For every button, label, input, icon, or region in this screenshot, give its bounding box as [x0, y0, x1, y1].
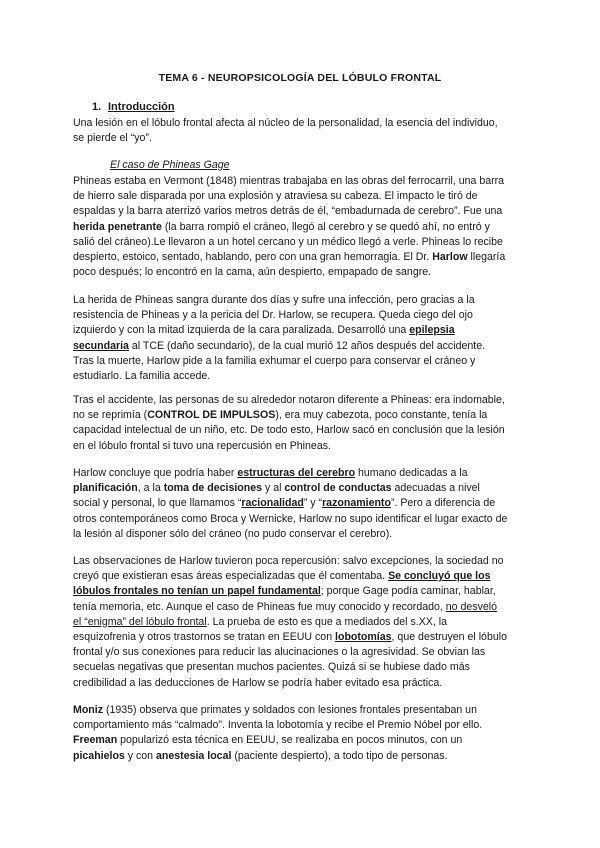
text-run: despierto, estoico, sentado, hablando, pero con una gran hemorragia. El Dr. — [73, 250, 433, 263]
bold-term: planificación — [73, 482, 138, 495]
text-run: . La prueba de esto es que a mediados del s.XX, la — [206, 615, 447, 628]
text-run: tenía memoria, etc. Aunque el caso de Phineas fue muy conocido y recordado, — [73, 600, 446, 613]
text-line — [73, 703, 533, 718]
bold-underlined-term: lobotomías — [335, 630, 392, 643]
section-number: 1. — [92, 101, 102, 113]
text-run: (paciente despierto), a todo tipo de personas. — [231, 749, 448, 762]
bold-term: anestesia local — [156, 749, 232, 762]
text-line: Una lesión en el lóbulo frontal afecta al núcleo de la personalidad, la esencia del individuo, — [73, 117, 498, 129]
paragraph-2 — [73, 293, 533, 384]
bold-term: toma de decisiones — [163, 482, 263, 495]
text-line: Tras el accidente, las personas de su alrededor notaron diferente a Phineas: era indomable, — [73, 394, 505, 406]
underlined-term: el “enigma” del lóbulo frontal — [73, 615, 207, 628]
paragraph-4 — [73, 466, 533, 542]
paragraph-3 — [73, 393, 533, 454]
text-line — [73, 481, 533, 496]
text-line — [73, 466, 533, 481]
text-line: Las observaciones de Harlow tuvieron poca repercusión: salvo excepciones, la sociedad no — [73, 555, 504, 567]
text-run: , que destruyen el lóbulo — [391, 630, 507, 643]
text-line — [73, 630, 533, 645]
text-line: la lesión al disponer sólo del cráneo (no pudo conservar el cerebro). — [73, 527, 393, 540]
text-line: frontal y/o sus conexiones para reducir las alucinaciones o la agresividad. Se obvian las — [73, 646, 486, 659]
text-line: resistencia de Phineas y a la pericia del Dr. Harlow, se recupera. Queda ciego del ojo — [73, 309, 473, 322]
text-run: , a la — [137, 482, 164, 495]
bold-term: CONTROL DE IMPULSOS — [147, 409, 276, 422]
paragraph-5 — [73, 554, 533, 691]
text-line: Phineas estaba en Vermont (1848) mientras trabajaba en las obras del ferrocarril, una barra — [73, 175, 505, 187]
text-line — [73, 600, 533, 615]
text-run: adecuadas a nivel — [391, 482, 480, 495]
text-line: se pierde el “yo”. — [73, 132, 152, 145]
bold-underlined-term: racionalidad — [241, 497, 304, 510]
text-line — [73, 569, 533, 584]
text-run: y al — [262, 482, 285, 495]
paragraph-1 — [73, 174, 533, 280]
text-line: comportamiento más “calmado”. Inventa la lobotomía y recibe el Premio Nóbel por ello. — [73, 719, 483, 732]
text-run: ; porque Gage podía caminar, hablar, — [320, 585, 496, 598]
bold-term: control de conductas — [284, 482, 392, 495]
text-line: capacidad intelectual de un niño, etc. De todo esto, Harlow sacó en conclusión que la lesión — [73, 424, 505, 437]
text-run: humano dedicadas a la — [355, 467, 468, 479]
text-line: La herida de Phineas sangra durante dos días y sufre una infección, pero gracias a la — [73, 294, 475, 306]
bold-term: Freeman — [73, 734, 118, 747]
text-line: Tras la muerte, Harlow pide a la familia exhumar el cuerpo para conservar el cráneo y — [73, 354, 476, 367]
text-line — [73, 615, 533, 630]
text-run: social y personal, lo que llamamos “ — [73, 497, 242, 510]
bold-underlined-term: Se concluyó que los — [388, 570, 491, 583]
text-run: esquizofrenia y otros trastornos se tratan en EEUU con — [73, 630, 336, 643]
text-run: (la barra rompió el cráneo, llegó al cerebro y se quedó ahí, no entró y — [161, 220, 490, 233]
text-run: ”. Pero a diferencia de — [390, 497, 496, 510]
section-title: Introducción — [108, 101, 175, 113]
document-title: TEMA 6 - NEUROPSICOLOGÍA DEL LÓBULO FRONTAL — [158, 72, 442, 84]
text-line — [73, 323, 533, 338]
text-line — [73, 250, 533, 265]
underlined-term: no desveló — [445, 600, 498, 613]
text-line: salió del cráneo).Le llevaron a un hotel cercano y un médico llegó a verle. Phineas lo recibe — [73, 235, 503, 248]
bold-term: picahielos — [73, 749, 125, 762]
paragraph-6 — [73, 703, 533, 764]
bold-underlined-term: estructuras del cerebro — [237, 467, 356, 479]
text-line — [73, 496, 533, 511]
text-run: no se reprimía ( — [73, 409, 148, 422]
text-run: llegaría — [467, 250, 506, 263]
text-line — [73, 408, 533, 423]
intro-paragraph — [73, 116, 533, 146]
bold-term: herida penetrante — [73, 220, 162, 233]
bold-term: Harlow — [432, 250, 468, 263]
section-heading — [92, 101, 175, 113]
text-run: y con — [124, 749, 157, 762]
bold-underlined-term: lóbulos frontales no tenían un papel fundamental — [73, 585, 321, 598]
text-line — [73, 220, 533, 235]
text-line: credibilidad a las deducciones de Harlow se podría haber evitado esa práctica. — [73, 676, 443, 689]
text-line: poco después; lo encontró en la cama, aún despierto, empapado de sangre. — [73, 266, 432, 279]
text-run: Harlow concluye que podría haber — [73, 467, 238, 479]
bold-underlined-term: secundaria — [73, 339, 129, 352]
text-line: de hierro sale disparada por una explosión y atraviesa su cabeza. El impacto le tiró de — [73, 190, 478, 203]
text-line: secuelas negativas que presentan muchos pacientes. Quizá si se hubiese dado más — [73, 661, 470, 674]
bold-underlined-term: epilepsia — [409, 324, 455, 337]
text-run: izquierdo y con la mitad izquierda de la cara paralizada. Desarrolló una — [73, 324, 410, 337]
subsection-title: El caso de Phineas Gage — [110, 159, 230, 171]
text-line: espaldas y la barra aterrizó varios metros detrás de él, “embadurnada de cerebro”. Fue una — [73, 205, 503, 218]
bold-term: Moniz — [73, 704, 104, 716]
text-run: al TCE (daño secundario), de la cual murió 12 años después del accidente. — [128, 339, 486, 352]
text-line: otros contemporáneos como Broca y Wernicke, Harlow no supo identificar el lugar exacto de — [73, 512, 508, 525]
text-run: popularizó esta técnica en EEUU, se realizaba en pocos minutos, con un — [117, 734, 463, 747]
text-run: ” y “ — [303, 497, 323, 510]
text-run: ), era muy cabezota, poco constante, tenía la — [275, 409, 488, 422]
text-line — [73, 339, 533, 354]
text-line — [73, 749, 533, 764]
text-line: estudiarlo. La familia accede. — [73, 369, 211, 382]
text-line — [73, 584, 533, 599]
text-run: (1935) observa que primates y soldados con lesiones frontales presentaban un — [103, 704, 477, 716]
text-line: en el lóbulo frontal si tuvo una repercusión en Phineas. — [73, 439, 331, 452]
bold-underlined-term: razonamiento — [322, 497, 391, 510]
text-line — [73, 733, 533, 748]
text-run: creyó que existieran esas áreas especializadas que él comentaba. — [73, 570, 389, 583]
